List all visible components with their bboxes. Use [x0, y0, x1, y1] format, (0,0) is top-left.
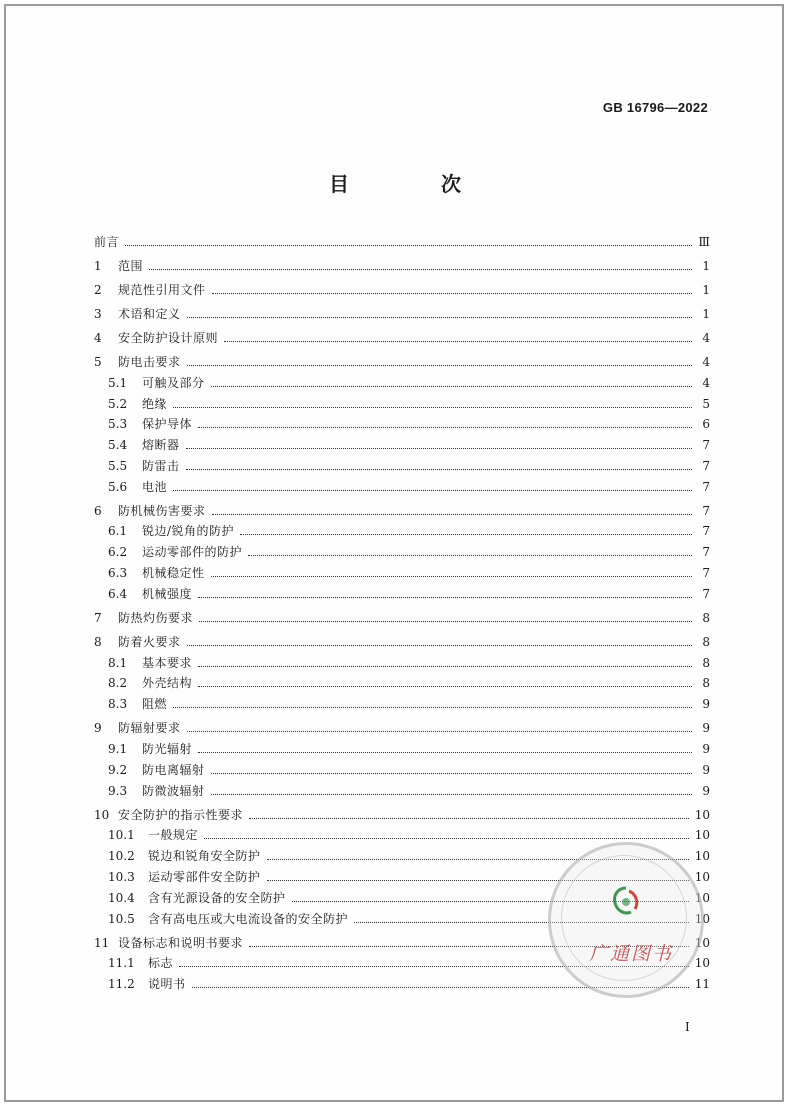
toc-entry-title: 防着火要求 [118, 634, 181, 649]
toc-leader-dots [211, 576, 692, 577]
toc-entry-title: 锐边/锐角的防护 [142, 524, 235, 539]
toc-leader-dots [173, 707, 692, 708]
toc-leader-dots [173, 490, 692, 491]
toc-leader-dots [187, 365, 692, 366]
toc-entry[interactable] [94, 781, 710, 802]
toc-entry-number: 5.2 [108, 396, 128, 411]
toc-leader-dots [125, 245, 692, 246]
toc-entry-number: 5.3 [108, 417, 128, 432]
toc-entry-title: 前言 [94, 235, 120, 249]
page-number: I [685, 1020, 690, 1034]
toc-entry[interactable] [94, 456, 710, 477]
toc-entry[interactable] [94, 352, 710, 373]
toc-entry-page: 1 [702, 258, 710, 273]
toc-entry-page: 10 [694, 807, 710, 822]
toc-entry[interactable] [94, 632, 710, 653]
toc-entry-number: 2 [94, 282, 102, 297]
toc-entry[interactable] [94, 414, 710, 435]
toc-entry-number: 1 [94, 258, 102, 273]
toc-entry-page: 9 [702, 783, 710, 798]
toc-entry[interactable] [94, 542, 710, 563]
toc-entry-page: 10 [694, 828, 710, 843]
toc-leader-dots [211, 773, 692, 774]
toc-entry[interactable] [94, 653, 710, 674]
toc-leader-dots [198, 686, 692, 687]
toc-entry-number: 5.6 [108, 479, 128, 494]
toc-entry-title: 机械稳定性 [142, 566, 205, 581]
toc-entry-number: 11.1 [108, 956, 135, 971]
toc-entry-page: 9 [702, 697, 710, 712]
toc-entry-title: 保护导体 [142, 417, 193, 432]
toc-entry-title: 安全防护的指示性要求 [118, 807, 244, 822]
toc-entry-number: 8 [94, 634, 102, 649]
toc-entry-title: 防热灼伤要求 [118, 610, 194, 625]
toc-entry-page: 7 [702, 503, 710, 518]
toc-entry-title: 绝缘 [142, 396, 168, 411]
toc-entry-page: 10 [694, 956, 710, 971]
toc-entry-number: 10.2 [108, 849, 135, 864]
toc-entry-page: 4 [702, 354, 710, 369]
watermark-stamp [548, 842, 704, 998]
toc-leader-dots [212, 293, 692, 294]
toc-entry-page: 4 [702, 375, 710, 390]
page-title: 目 次 [329, 172, 497, 196]
toc-entry-page: 7 [702, 545, 710, 560]
toc-entry-number: 10.1 [108, 828, 135, 843]
toc-entry-title: 防机械伤害要求 [118, 503, 206, 518]
toc-entry-number: 10.3 [108, 869, 135, 884]
toc-entry-number: 10.5 [108, 911, 135, 926]
standard-code: GB 16796—2022 [602, 100, 708, 115]
toc-leader-dots [211, 386, 692, 387]
toc-leader-dots [187, 317, 692, 318]
toc-entry-page: 10 [694, 935, 710, 950]
toc-entry-number: 10.4 [108, 890, 135, 905]
toc-entry-page: 9 [702, 742, 710, 757]
toc-entry-title: 一般规定 [148, 828, 199, 843]
toc-entry-title: 防微波辐射 [142, 783, 205, 798]
toc-entry[interactable] [94, 328, 710, 349]
toc-entry-page: 7 [702, 458, 710, 473]
toc-entry[interactable] [94, 256, 710, 277]
toc-entry-title: 防电击要求 [118, 354, 181, 369]
toc-entry-title: 防光辐射 [142, 742, 193, 757]
toc-entry-title: 基本要求 [142, 655, 193, 670]
toc-entry-title: 说明书 [148, 977, 186, 992]
toc-entry-number: 11.2 [108, 977, 135, 992]
toc-leader-dots [187, 731, 692, 732]
toc-entry-title: 术语和定义 [118, 306, 181, 321]
toc-leader-dots [198, 666, 692, 667]
toc-entry-title: 运动零部件的防护 [142, 545, 243, 560]
toc-entry-title: 含有高电压或大电流设备的安全防护 [148, 911, 349, 926]
toc-entry-title: 防雷击 [142, 458, 180, 473]
toc-entry[interactable] [94, 232, 710, 253]
toc-entry-number: 7 [94, 610, 102, 625]
toc-entry-number: 3 [94, 306, 102, 321]
toc-entry[interactable] [94, 760, 710, 781]
toc-entry-page: 4 [702, 330, 710, 345]
toc-entry[interactable] [94, 280, 710, 301]
toc-leader-dots [149, 269, 692, 270]
toc-leader-dots [187, 645, 692, 646]
toc-entry-page: 10 [694, 911, 710, 926]
toc-entry[interactable] [94, 501, 710, 522]
toc-entry-number: 10 [94, 807, 110, 822]
toc-entry[interactable] [94, 477, 710, 498]
toc-leader-dots [212, 514, 692, 515]
toc-entry[interactable] [94, 608, 710, 629]
toc-entry-number: 6.3 [108, 566, 128, 581]
toc-entry-page: 7 [702, 566, 710, 581]
toc-leader-dots [224, 341, 692, 342]
toc-entry-number: 5.5 [108, 458, 128, 473]
toc-leader-dots [173, 407, 692, 408]
toc-entry-title: 阻燃 [142, 697, 168, 712]
toc-entry-number: 5.1 [108, 375, 128, 390]
toc-entry-number: 6.1 [108, 524, 128, 539]
toc-leader-dots [248, 555, 692, 556]
toc-entry-title: 标志 [148, 956, 174, 971]
toc-entry-number: 9.1 [108, 742, 128, 757]
toc-entry-number: 6.4 [108, 586, 128, 601]
toc-entry-title: 防辐射要求 [118, 721, 181, 736]
toc-entry[interactable] [94, 304, 710, 325]
toc-entry-page: 9 [702, 762, 710, 777]
toc-entry-page: 8 [702, 655, 710, 670]
toc-entry-title: 可触及部分 [142, 375, 205, 390]
toc-entry-number: 4 [94, 330, 102, 345]
toc-entry-page: 6 [702, 417, 710, 432]
toc-leader-dots [186, 448, 692, 449]
toc-entry-title: 电池 [142, 479, 168, 494]
toc-entry-title: 范围 [118, 258, 144, 273]
toc-entry-number: 8.2 [108, 676, 128, 691]
toc-entry-page: 5 [702, 396, 710, 411]
toc-entry-page: 8 [702, 610, 710, 625]
toc-entry-title: 熔断器 [142, 438, 180, 453]
toc-entry[interactable] [94, 394, 710, 415]
toc-entry-title: 安全防护设计原则 [118, 330, 219, 345]
toc-entry-page: Ⅲ [698, 235, 710, 249]
toc-entry-page: 9 [702, 721, 710, 736]
toc-entry-title: 机械强度 [142, 586, 193, 601]
toc-entry-page: 10 [694, 890, 710, 905]
toc-entry-number: 6.2 [108, 545, 128, 560]
toc-entry-page: 7 [702, 438, 710, 453]
toc-entry-title: 设备标志和说明书要求 [118, 935, 244, 950]
toc-entry[interactable] [94, 373, 710, 394]
toc-entry-number: 6 [94, 503, 102, 518]
toc-leader-dots [198, 752, 692, 753]
toc-entry[interactable] [94, 584, 710, 605]
toc-entry[interactable] [94, 563, 710, 584]
toc-entry-title: 锐边和锐角安全防护 [148, 849, 261, 864]
toc-entry[interactable] [94, 521, 710, 542]
toc-entry[interactable] [94, 739, 710, 760]
toc-entry-title: 含有光源设备的安全防护 [148, 890, 286, 905]
toc-leader-dots [186, 469, 692, 470]
toc-entry-page: 8 [702, 676, 710, 691]
toc-leader-dots [211, 794, 692, 795]
toc-entry-number: 8.3 [108, 697, 128, 712]
toc-leader-dots [198, 427, 692, 428]
toc-entry[interactable] [94, 673, 710, 694]
toc-entry[interactable] [94, 718, 710, 739]
toc-entry-number: 8.1 [108, 655, 128, 670]
toc-entry-number: 5 [94, 354, 102, 369]
toc-leader-dots [198, 597, 692, 598]
toc-leader-dots [199, 621, 692, 622]
toc-entry-number: 9.3 [108, 783, 128, 798]
toc-entry-page: 7 [702, 524, 710, 539]
toc-entry[interactable] [94, 805, 710, 826]
toc-entry-number: 5.4 [108, 438, 128, 453]
toc-entry-title: 外壳结构 [142, 676, 193, 691]
toc-leader-dots [249, 818, 689, 819]
toc-entry[interactable] [94, 435, 710, 456]
toc-entry-page: 8 [702, 634, 710, 649]
toc-entry-number: 9 [94, 721, 102, 736]
toc-entry-page: 7 [702, 586, 710, 601]
toc-entry-page: 10 [694, 869, 710, 884]
toc-entry-page: 7 [702, 479, 710, 494]
toc-entry-title: 规范性引用文件 [118, 282, 206, 297]
toc-leader-dots [204, 838, 689, 839]
stamp-text: 广通图书 [589, 943, 674, 965]
toc-entry[interactable] [94, 694, 710, 715]
toc-leader-dots [240, 534, 692, 535]
toc-entry-number: 11 [94, 935, 110, 950]
toc-entry-page: 11 [694, 977, 710, 992]
toc-entry-title: 防电离辐射 [142, 762, 205, 777]
stamp-logo-icon [609, 885, 643, 919]
toc-entry-title: 运动零部件安全防护 [148, 869, 261, 884]
toc-entry-page: 10 [694, 849, 710, 864]
toc-entry-page: 1 [702, 282, 710, 297]
toc-entry-page: 1 [702, 306, 710, 321]
toc-entry-number: 9.2 [108, 762, 128, 777]
